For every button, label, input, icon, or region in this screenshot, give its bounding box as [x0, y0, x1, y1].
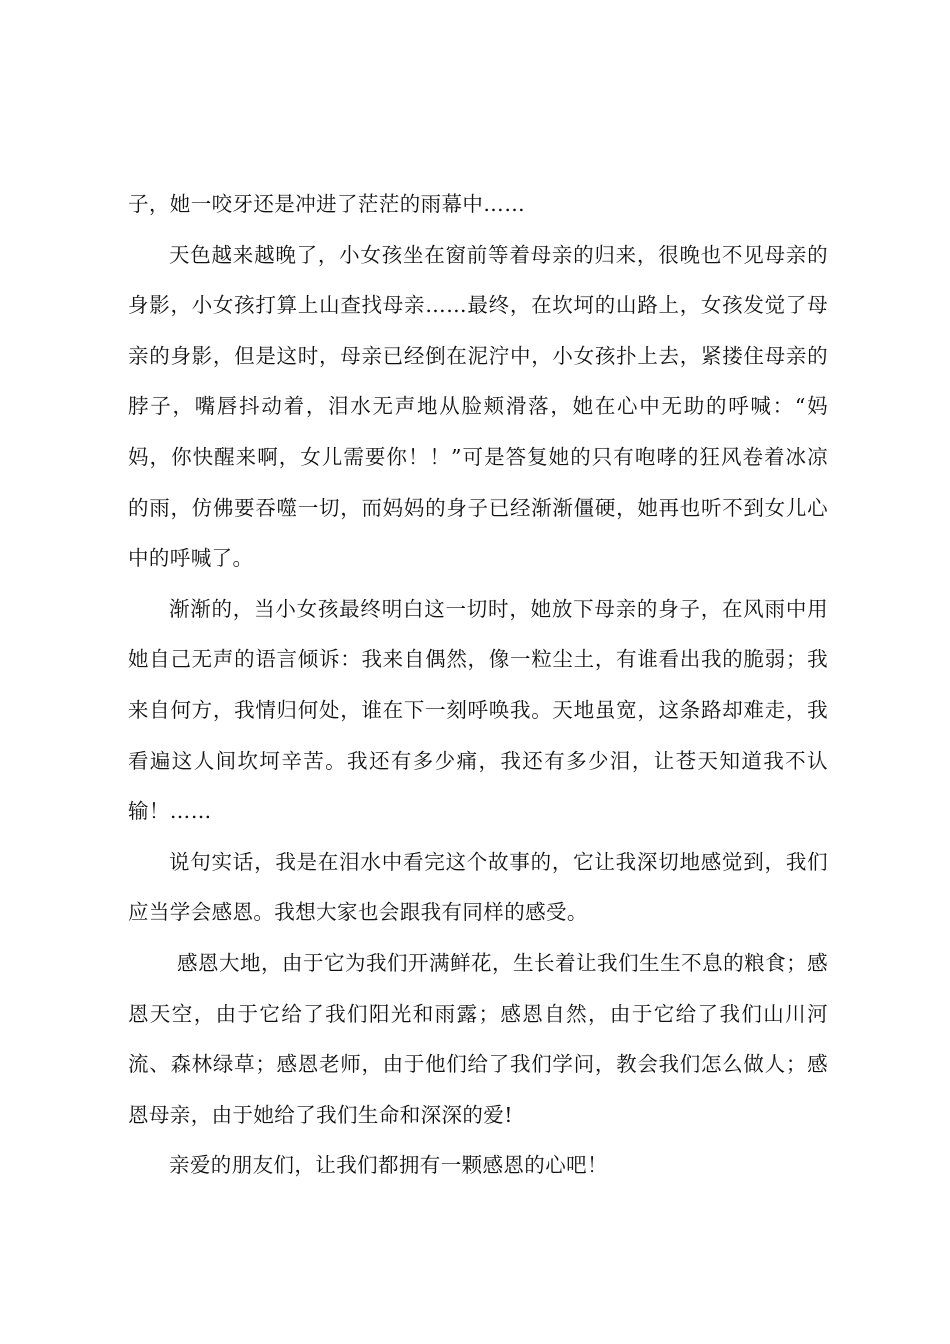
paragraph-closing: 亲爱的朋友们，让我们都拥有一颗感恩的心吧！ [169, 1153, 608, 1178]
paragraph-gratitude-list: 感恩大地，由于它为我们开满鲜花，生长着让我们生生不息的粮食；感恩天空，由于它给了我们阳光和雨露；感恩自然，由于它给了我们山川河流、森林绿草；感恩老师，由于他们给了我们学问，教会我们怎么做人；感恩母亲，由于她给了我们生命和深深的爱! [128, 950, 828, 1127]
paragraph-girl-lament: 渐渐的，当小女孩最终明白这一切时，她放下母亲的身子，在风雨中用她自己无声的语言倾诉：我来自偶然，像一粒尘土，有谁看出我的脆弱；我来自何方，我情归何处，谁在下一刻呼唤我。天地虽宽，这条路却难走，我看遍这人间坎坷辛苦。我还有多少痛，我还有多少泪，让苍天知道我不认输！…… [128, 596, 828, 824]
body-text [128, 179, 828, 1191]
paragraph-reflection: 说句实话，我是在泪水中看完这个故事的，它让我深切地感觉到，我们应当学会感恩。我想大家也会跟我有同样的感受。 [128, 849, 828, 925]
paragraph-continuation: 子，她一咬牙还是冲进了茫茫的雨幕中…… [128, 192, 526, 216]
paragraph-mother-search: 天色越来越晚了，小女孩坐在窗前等着母亲的归来，很晚也不见母亲的身影，小女孩打算上山查找母亲……最终，在坎坷的山路上，女孩发觉了母亲的身影，但是这时，母亲已经倒在泥泞中，小女孩扑上去，紧搂住母亲的脖子，嘴唇抖动着，泪水无声地从脸颊滑落，她在心中无助的呼喊：“妈妈，你快醒来啊，女儿需要你！！”可是答复她的只有咆哮的狂风卷着冰凉的雨，仿佛要吞噬一切，而妈妈的身子已经渐渐僵硬，她再也听不到女儿心中的呼喊了。 [128, 242, 828, 571]
